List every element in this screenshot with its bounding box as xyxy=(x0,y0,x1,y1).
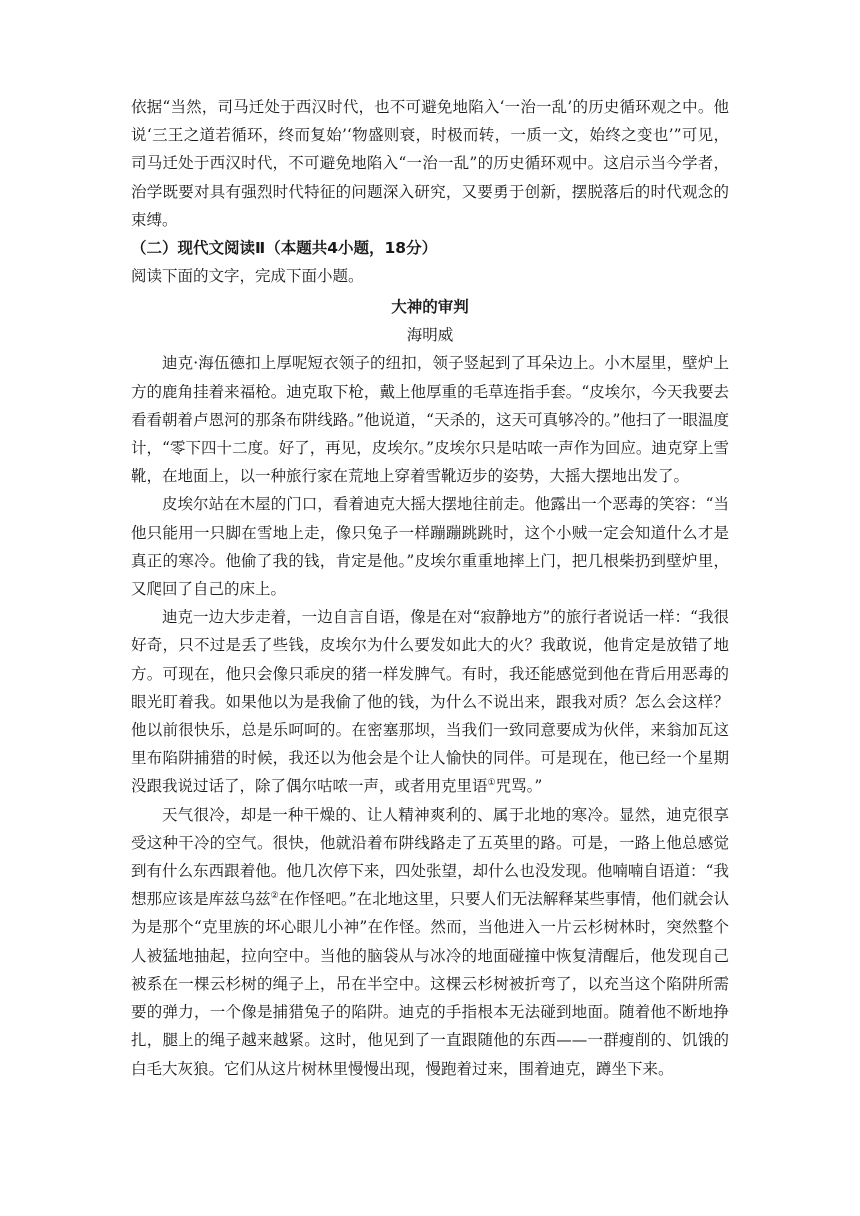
story-paragraph-4 xyxy=(131,801,729,1083)
story-paragraph-2: 皮埃尔站在木屋的门口，看着迪克大摇大摆地往前走。他露出一个恶毒的笑容：“当他只能用一只脚在雪地上走，像只兔子一样蹦蹦跳跳时，这个小贼一定会知道什么才是真正的寒冷。他偷了我的钱，肯定是他。”皮埃尔重重地摔上门，把几根柴扔到壁炉里，又爬回了自己的床上。 xyxy=(131,495,729,599)
footnote-marker-2: ② xyxy=(270,891,279,902)
document-page xyxy=(131,93,729,1083)
story-paragraph-1: 迪克·海伍德扣上厚呢短衣领子的纽扣，领子竖起到了耳朵边上。小木屋里，壁炉上方的鹿角挂着来福枪。迪克取下枪，戴上他厚重的毛草连指手套。“皮埃尔，今天我要去看看朝着卢恩河的那条布阱线路。”他说道，“天杀的，这天可真够冷的。”他扫了一眼温度计，“零下四十二度。好了，再见，皮埃尔。”皮埃尔只是咕哝一声作为回应。迪克穿上雪靴，在地面上，以一种旅行家在荒地上穿着雪靴迈步的姿势，大摇大摆地出发了。 xyxy=(131,354,729,486)
story-paragraph-3-text: 迪克一边大步走着，一边自言自语，像是在对“寂静地方”的旅行者说话一样：“我很好奇，只不过是丢了些钱，皮埃尔为什么要发如此大的火？我敢说，他肯定是放错了地方。可现在，他只会像只乖戾的猪一样发脾气。有时，我还能感觉到他在背后用恶毒的眼光盯着我。如果他以为是我偷了他的钱，为什么不说出来，跟我对质？怎么会这样？他以前很快乐，总是乐呵呵的。在密塞那坝，当我们一致同意要成为伙伴，来翁加瓦这里布陷阱捕猎的时候，我还以为他会是个让人愉快的同伴。可是现在，他已经一个星期没跟我说过话了，除了偶尔咕哝一声，或者用克里语 xyxy=(131,608,729,796)
intro-paragraph: 依据“当然，司马迁处于西汉时代，也不可避免地陷入‘一治一乱’的历史循环观之中。他说‘三王之道若循环，终而复始’‘物盛则衰，时极而转，一质一文，始终之变也’”可见，司马迁处于西汉时代，不可避免地陷入“一治一乱”的历史循环观中。这启示当今学者，治学既要对具有强烈时代特征的问题深入研究，又要勇于创新，摆脱落后的时代观念的束缚。 xyxy=(131,98,729,229)
story-paragraph-3-end: 咒骂。” xyxy=(495,777,543,796)
footnote-marker-1: ① xyxy=(487,778,496,789)
story-paragraph-4-text: 天气很冷，却是一种干燥的、让人精神爽利的、属于北地的寒冷。显然，迪克很享受这种干冷的空气。很快，他就沿着布阱线路走了五英里的路。可是，一路上他总感觉到有什么东西跟着他。他几次停下来，四处张望，却什么也没发现。他喃喃自语道：“我想那应该是库兹乌兹 xyxy=(131,805,729,909)
story-title: 大神的审判 xyxy=(391,298,469,317)
story-paragraph-3 xyxy=(131,603,729,800)
section-heading: （二）现代文阅读Ⅱ（本题共4小题，18分） xyxy=(131,239,438,258)
instruction-text: 阅读下面的文字，完成下面小题。 xyxy=(131,267,364,286)
story-author: 海明威 xyxy=(406,326,454,345)
story-paragraph-4-end: 在作怪吧。”在北地这里，只要人们无法解释某些事情，他们就会认为是那个“克里族的坏心眼儿小神”在作怪。然而，当他进入一片云杉树林时，突然整个人被猛地抽起，拉向空中。当他的脑袋从与冰冷的地面碰撞中恢复清醒后，他发现自己被系在一棵云杉树的绳子上，吊在半空中。这棵云杉树被折弯了，以充当这个陷阱所需要的弹力，一个像是捕猎兔子的陷阱。迪克的手指根本无法碰到地面。随着他不断地挣扎，腿上的绳子越来越紧。这时，他见到了一直跟随他的东西——一群瘦削的、饥饿的白毛大灰狼。它们从这片树林里慢慢出现，慢跑着过来，围着迪克，蹲坐下来。 xyxy=(131,890,729,1078)
